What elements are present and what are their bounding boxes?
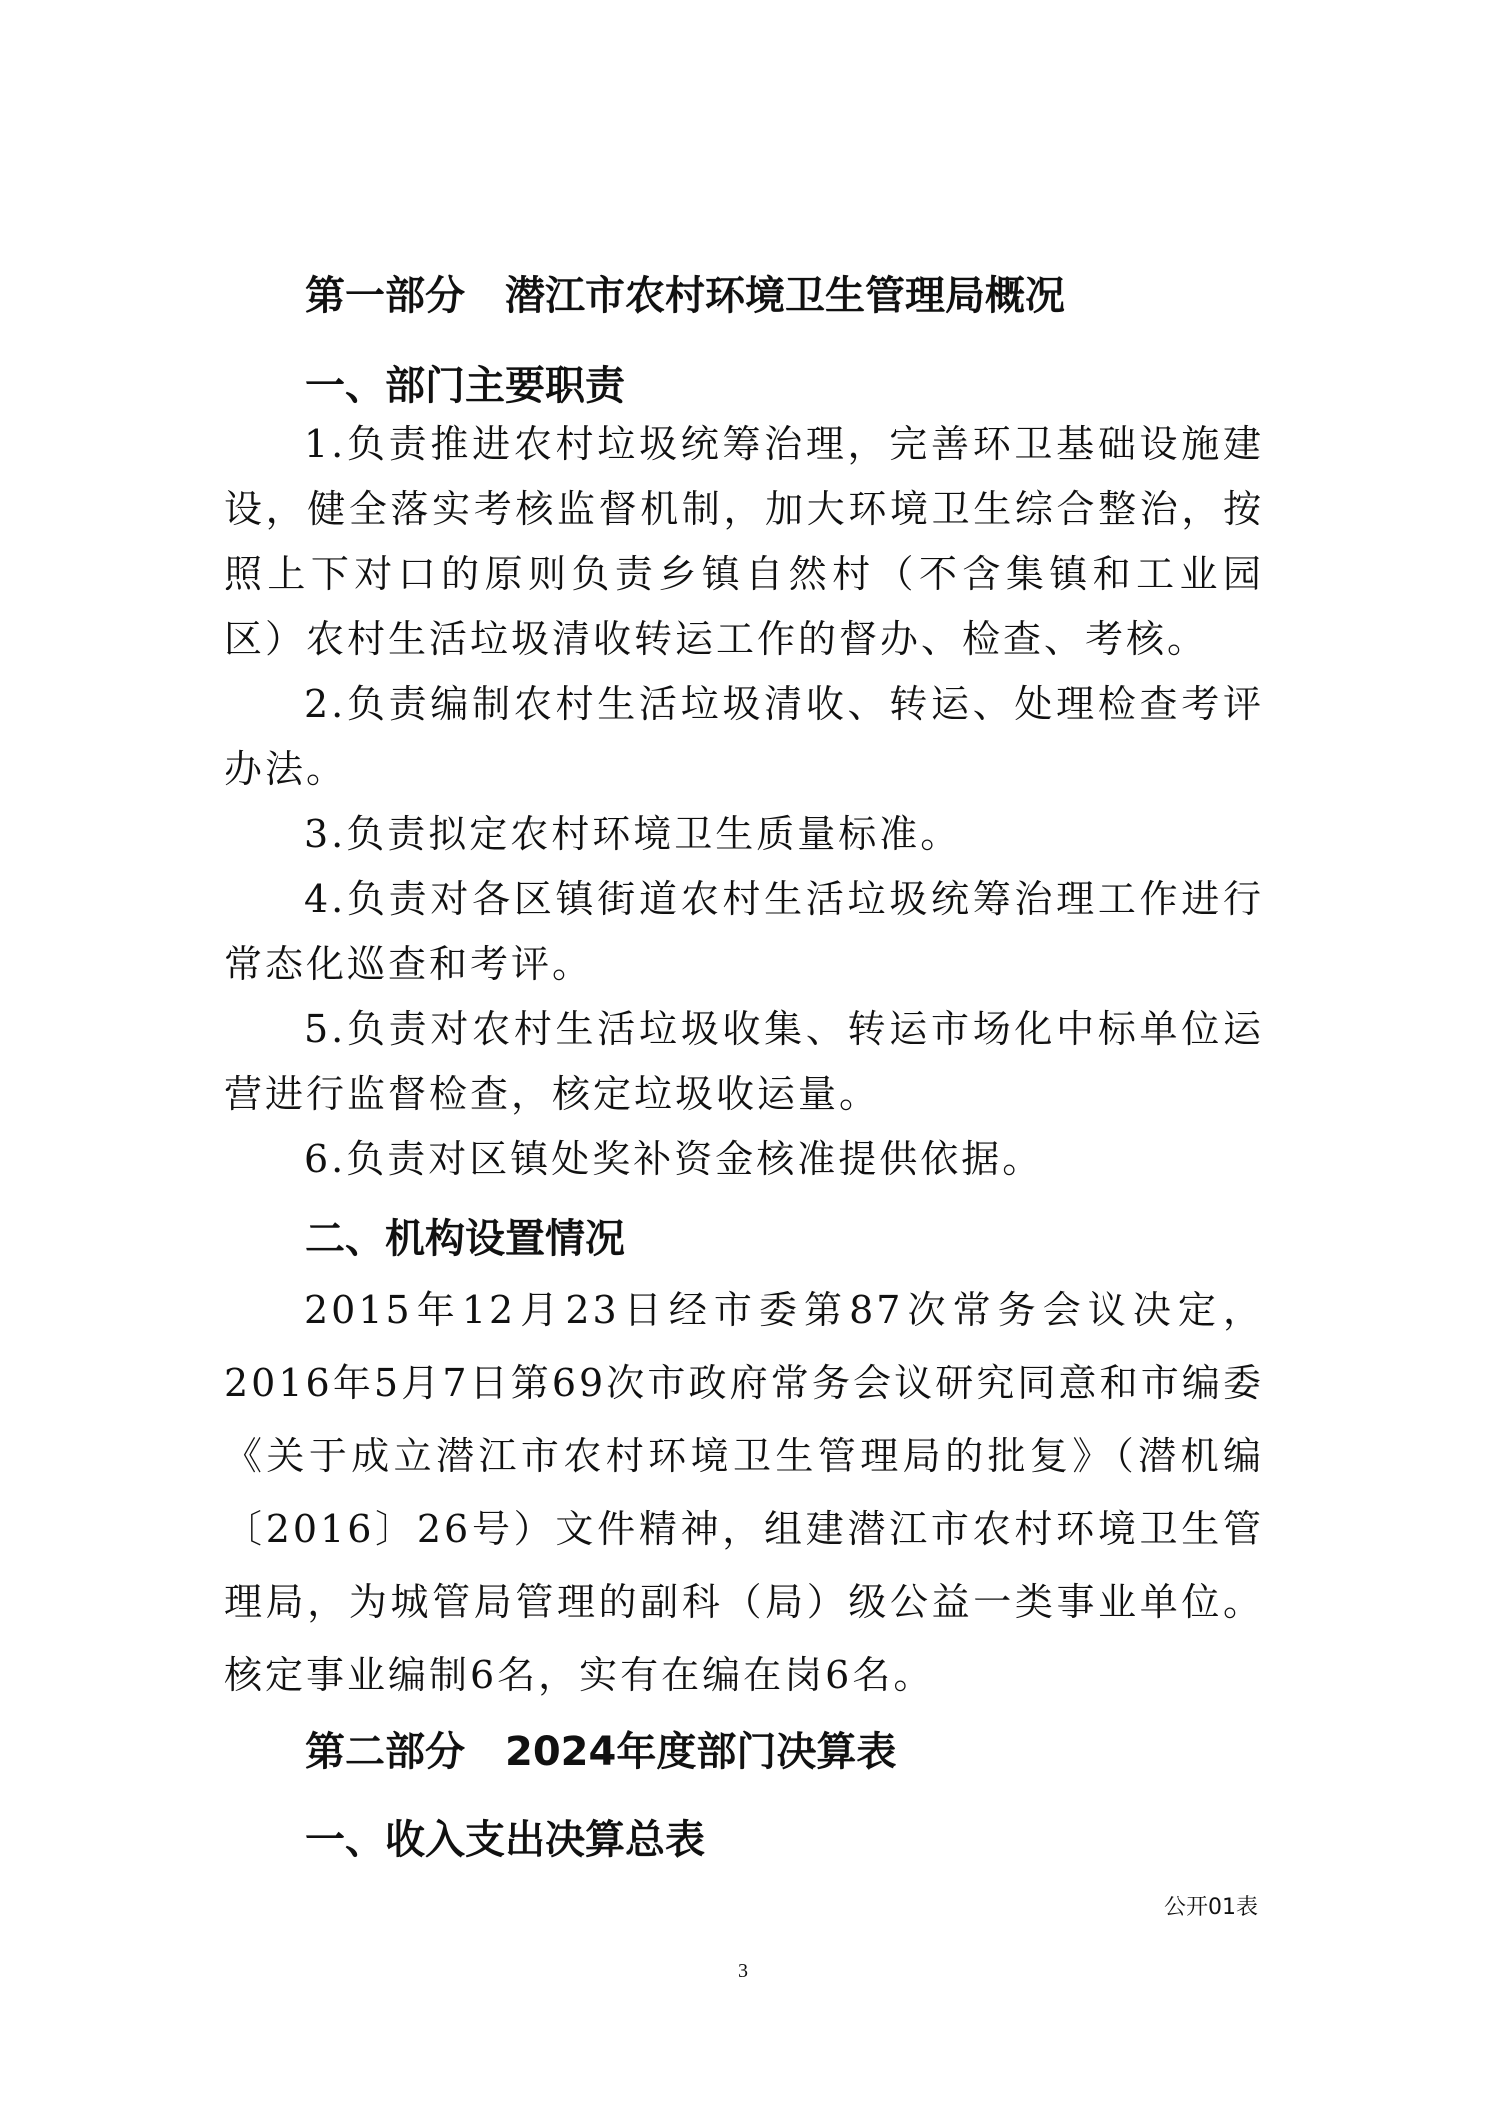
- section1-heading: 一、部门主要职责: [305, 363, 625, 409]
- duty-item-4: 4.负责对各区镇街道农村生活垃圾统筹治理工作进行常态化巡查和考评。: [224, 877, 1264, 986]
- duty-item-1: 1.负责推进农村垃圾统筹治理，完善环卫基础设施建设，健全落实考核监督机制，加大环境卫生综合整治，按照上下对口的原则负责乡镇自然村（不含集镇和工业园区）农村生活垃圾清收转运工作的督办、检查、考核。: [224, 422, 1264, 661]
- table-code: 公开01表: [1164, 1895, 1258, 1920]
- org-paragraph: 2015年12月23日经市委第87次常务会议决定，2016年5月7日第69次市政府常务会议研究同意和市编委《关于成立潜江市农村环境卫生管理局的批复》（潜机编〔2016〕26号）文件精神，组建潜江市农村环境卫生管理局，为城管局管理的副科（局）级公益一类事业单位。核定事业编制6名，实有在编在岗6名。: [224, 1288, 1264, 1697]
- table1-heading: 一、收入支出决算总表: [305, 1817, 705, 1863]
- page-number: 3: [738, 1960, 748, 1982]
- duty-item-5: 5.负责对农村生活垃圾收集、转运市场化中标单位运营进行监督检查，核定垃圾收运量。: [224, 1007, 1264, 1116]
- duty-item-2: 2.负责编制农村生活垃圾清收、转运、处理检查考评办法。: [224, 682, 1264, 791]
- duty-item-6: 6.负责对区镇处奖补资金核准提供依据。: [304, 1137, 1044, 1181]
- duty-item-3: 3.负责拟定农村环境卫生质量标准。: [304, 812, 962, 856]
- section2-heading: 二、机构设置情况: [305, 1216, 625, 1262]
- part2-title: 第二部分 2024年度部门决算表: [305, 1729, 897, 1775]
- part1-title: 第一部分 潜江市农村环境卫生管理局概况: [305, 273, 1065, 319]
